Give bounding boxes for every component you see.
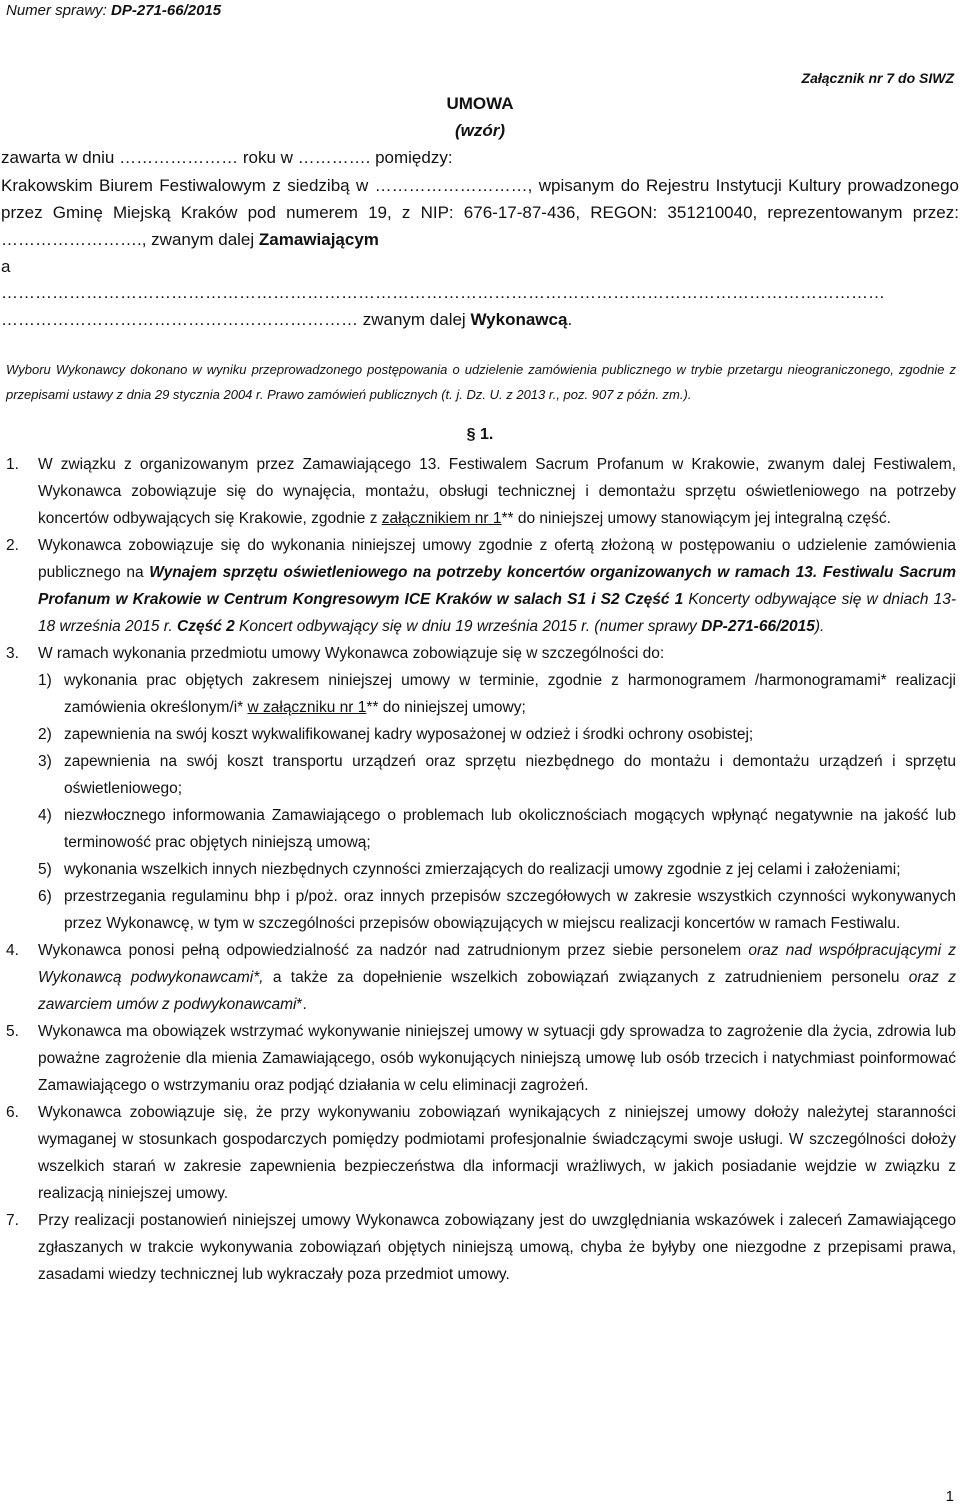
section-heading: § 1. xyxy=(466,426,494,443)
obligation-4 xyxy=(38,802,956,856)
obligation-number: 4) xyxy=(38,807,52,824)
clause-3 xyxy=(6,640,956,937)
clause-text-part: a także za dopełnienie wszelkich zobowiązań związanych z zatrudnieniem personelu xyxy=(263,969,909,986)
clause-text-part: oraz z zawarciem umów z podwykonawcami xyxy=(38,969,956,1013)
clause-text xyxy=(38,640,956,937)
contracting-party-paragraph xyxy=(1,172,959,253)
clause-text-part: Koncerty odbywające się w dniach 13-18 września 2015 r. xyxy=(38,591,956,635)
obligation-6 xyxy=(38,883,956,937)
clause-intro: W ramach wykonania przedmiotu umowy Wykonawca zobowiązuje się w szczególności do: xyxy=(38,645,665,662)
clause-text-part: W związku z organizowanym przez Zamawiającego 13. Festiwalem Sacrum Profanum w Krakowie, zwanym dalej Festiwalem, Wykonawca zobowiązuje się do wynajęcia, montażu, obsługi technicznej i demontażu sprzętu oświetleniowego na potrzeby koncertów odbywających się Krakowie, zgodnie z xyxy=(38,456,956,527)
clause-text: Wykonawca ma obowiązek wstrzymać wykonywanie niniejszej umowy w sytuacji gdy sprowadza to zagrożenie dla życia, zdrowia lub poważne zagrożenie dla mienia Zamawiającego, osób wykonujących niniejszą umowę lub osób trzecich i natychmiast poinformować Zamawiającego o wstrzymaniu oraz podjąć działania w celu eliminacji zagrożeń. xyxy=(38,1023,956,1094)
case-number: DP-271-66/2015 xyxy=(111,2,222,19)
obligation-number: 2) xyxy=(38,726,52,743)
clause-text-part: Koncert odbywający się w dniu 19 września 2015 r. (numer sprawy xyxy=(234,618,702,635)
clause-number: 1. xyxy=(6,456,19,473)
conjunction-line: a xyxy=(1,257,11,276)
obligation-text: zapewnienia na swój koszt wykwalifikowanej kadry wyposażonej w odzież i środki ochrony osobistej; xyxy=(64,726,754,743)
annex-reference: w załączniku nr 1 xyxy=(247,699,367,716)
clause-number: 7. xyxy=(6,1212,19,1229)
case-number-reference: DP-271-66/2015 xyxy=(701,618,815,635)
procurement-title: Wynajem sprzętu oświetleniowego na potrzeby koncertów organizowanych w ramach 13. Festiwalu Sacrum Profanum w Krakowie w Centrum Kongresowym ICE Kraków w salach S1 i S2 Część 1 xyxy=(38,564,956,608)
contractor-blank-line: ………………………………………………………………………………………………………………………………………… xyxy=(1,283,885,302)
contracting-party-text: Krakowskim Biurem Festiwalowym z siedzibą w ………………………, wpisanym do Rejestru Instytucji Kultury prowadzonego przez Gminę Miejską Kraków pod numerem 19, z NIP: 676-17-87-436, REGON: 351210040, reprezentowanym przez: ……………………., zwanym dalej xyxy=(1,176,959,249)
clause-text-part: ** do niniejszej umowy stanowiącym jej integralną część. xyxy=(501,510,891,527)
clause-7 xyxy=(6,1207,956,1288)
clause-number: 6. xyxy=(6,1104,19,1121)
obligation-number: 1) xyxy=(38,672,52,689)
obligation-number: 6) xyxy=(38,888,52,905)
clause-text: Przy realizacji postanowień niniejszej umowy Wykonawca zobowiązany jest do uwzględniania wskazówek i zaleceń Zamawiającego zgłaszanych w trakcie wykonywania zobowiązań objętych niniejszą umową, chyba że byłyby one niezgodne z przepisami prawa, zasadami wiedzy technicznej lub wykraczały poza przedmiot umowy. xyxy=(38,1212,956,1283)
annex-label: Załącznik nr 7 do SIWZ xyxy=(801,70,954,86)
clause-text xyxy=(38,532,956,640)
obligation-number: 3) xyxy=(38,753,52,770)
clause-text-part: Wykonawca zobowiązuje się do wykonania niniejszej umowy zgodnie z ofertą złożoną w postępowaniu o udzielenie zamówienia publicznego na xyxy=(38,537,956,581)
part-label: Część 2 xyxy=(177,618,235,635)
obligation-text xyxy=(64,667,956,721)
clause-text: Wykonawca zobowiązuje się, że przy wykonywaniu zobowiązań wynikających z niniejszej umowy dołoży należytej staranności wymaganej w stosunkach gospodarczych pomiędzy podmiotami profesjonalnie świadczącymi swoje usługi. W szczególności dołoży wszelkich starań w zakresie zapewnienia bezpieczeństwa dla informacji wrażliwych, w jakich posiadanie wejdzie w związku z realizacją niniejszej umowy. xyxy=(38,1104,956,1202)
clause-2 xyxy=(6,532,956,640)
contract-body xyxy=(6,451,956,1288)
obligation-1 xyxy=(38,667,956,721)
obligation-text: wykonania wszelkich innych niezbędnych czynności zmierzających do realizacji umowy zgodnie z jej celami i założeniami; xyxy=(64,861,901,878)
obligation-3 xyxy=(38,748,956,802)
clause-number: 5. xyxy=(6,1023,19,1040)
clause-number: 2. xyxy=(6,537,19,554)
clause-6 xyxy=(6,1099,956,1207)
document-subtitle: (wzór) xyxy=(454,121,506,140)
clause-5 xyxy=(6,1018,956,1099)
obligation-number: 5) xyxy=(38,861,52,878)
obligation-text-part: wykonania prac objętych zakresem niniejszej umowy w terminie, zgodnie z harmonogramem /harmonogramami* realizacji zamówienia określonym/i* xyxy=(64,672,956,716)
clause-number: 3. xyxy=(6,645,19,662)
obligation-text: zapewnienia na swój koszt transportu urządzeń oraz sprzętu niezbędnego do montażu i demontażu urządzeń i sprzętu oświetleniowego; xyxy=(64,753,956,797)
obligation-text-part: ** do niniejszej umowy; xyxy=(366,699,526,716)
obligation-text: przestrzegania regulaminu bhp i p/poż. oraz innych przepisów szczegółowych w zakresie wszystkich czynności wykonywanych przez Wykonawcę, w tym w szczególności przepisów obowiązujących w miejscu realizacji koncertów w ramach Festiwalu. xyxy=(64,888,956,932)
contracting-party-role: Zamawiającym xyxy=(258,230,379,249)
contractor-line xyxy=(1,310,959,330)
case-number-line xyxy=(6,2,221,19)
clause-text-part: oraz nad współpracującymi z Wykonawcą podwykonawcami*, xyxy=(38,942,956,986)
case-number-prefix: Numer sprawy: xyxy=(6,2,112,19)
document-title: UMOWA xyxy=(446,94,514,113)
obligation-5 xyxy=(38,856,956,883)
obligation-text: niezwłocznego informowania Zamawiającego o problemach lub okolicznościach mogących wpłynąć negatywnie na jakość lub terminowość prac objętych niniejszą umową; xyxy=(64,807,956,851)
clause-4 xyxy=(6,937,956,1018)
clause-text-part: *. xyxy=(296,996,307,1013)
clause-text-part: Wykonawca ponosi pełną odpowiedzialność za nadzór nad zatrudnionym przez siebie personelem xyxy=(38,942,749,959)
contractor-text: ……………………………………………………… zwanym dalej xyxy=(1,310,471,329)
obligation-2 xyxy=(38,721,956,748)
annex-reference: załącznikiem nr 1 xyxy=(381,510,502,527)
clause-text xyxy=(38,451,956,532)
clause-text xyxy=(38,937,956,1018)
intro-paragraph: Wyboru Wykonawcy dokonano w wyniku przeprowadzonego postępowania o udzielenie zamówienia publicznego w trybie przetargu nieograniczonego, zgodnie z przepisami ustawy z dnia 29 stycznia 2004 r. Prawo zamówień publicznych (t. j. Dz. U. z 2013 r., poz. 907 z późn. zm.). xyxy=(6,362,956,402)
clause-text-part: ). xyxy=(814,618,825,635)
contractor-end: . xyxy=(567,310,573,329)
contract-date-line: zawarta w dniu ………………… roku w …………. pomiędzy: xyxy=(1,148,453,167)
clause-1 xyxy=(6,451,956,532)
contractor-role: Wykonawcą xyxy=(470,310,568,329)
clause-number: 4. xyxy=(6,942,19,959)
page-number: 1 xyxy=(945,1488,954,1505)
